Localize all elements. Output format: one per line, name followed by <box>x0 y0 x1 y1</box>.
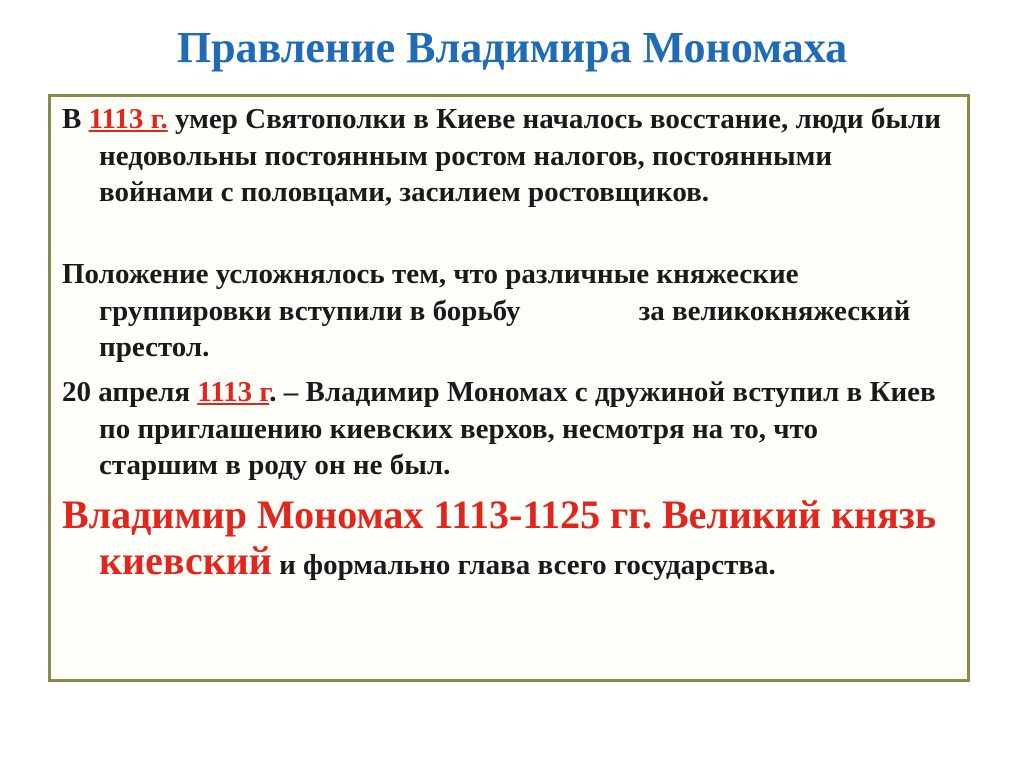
paragraph-grand-prince <box>62 494 942 586</box>
slide-title: Правление Владимира Мономаха <box>176 23 848 72</box>
year-highlight: 1113 г <box>197 376 270 408</box>
paragraph-prefix: 20 апреля <box>62 376 198 408</box>
paragraph-struggle <box>62 256 942 366</box>
paragraph-text: и формально глава всего государства. <box>271 549 776 581</box>
paragraph-text: . – Владимир Мономах с дружиной вступил в Киев по приглашению киевских верхов, несмотря на то, что старшим в роду он не был. <box>99 376 936 481</box>
year-highlight: 1113 г. <box>88 103 168 135</box>
paragraph-uprising <box>62 101 942 211</box>
paragraph-text-a: Положение усложнялось тем, что различные княжеские группировки вступили в борьбу <box>62 258 799 327</box>
grand-prince-highlight: Владимир Мономах 1113-1125 гг. Великий князь киевский <box>62 492 936 583</box>
paragraph-entry-kiev <box>62 374 942 484</box>
paragraph-text: умер Святополки в Киеве началось восстание, люди были недовольны постоянным ростом налогов, постоянными войнами с половцами, засилием ростовщиков. <box>99 103 942 208</box>
paragraph-text-b: за великокняжеский престол. <box>99 294 911 363</box>
paragraph-prefix: В <box>62 103 89 135</box>
